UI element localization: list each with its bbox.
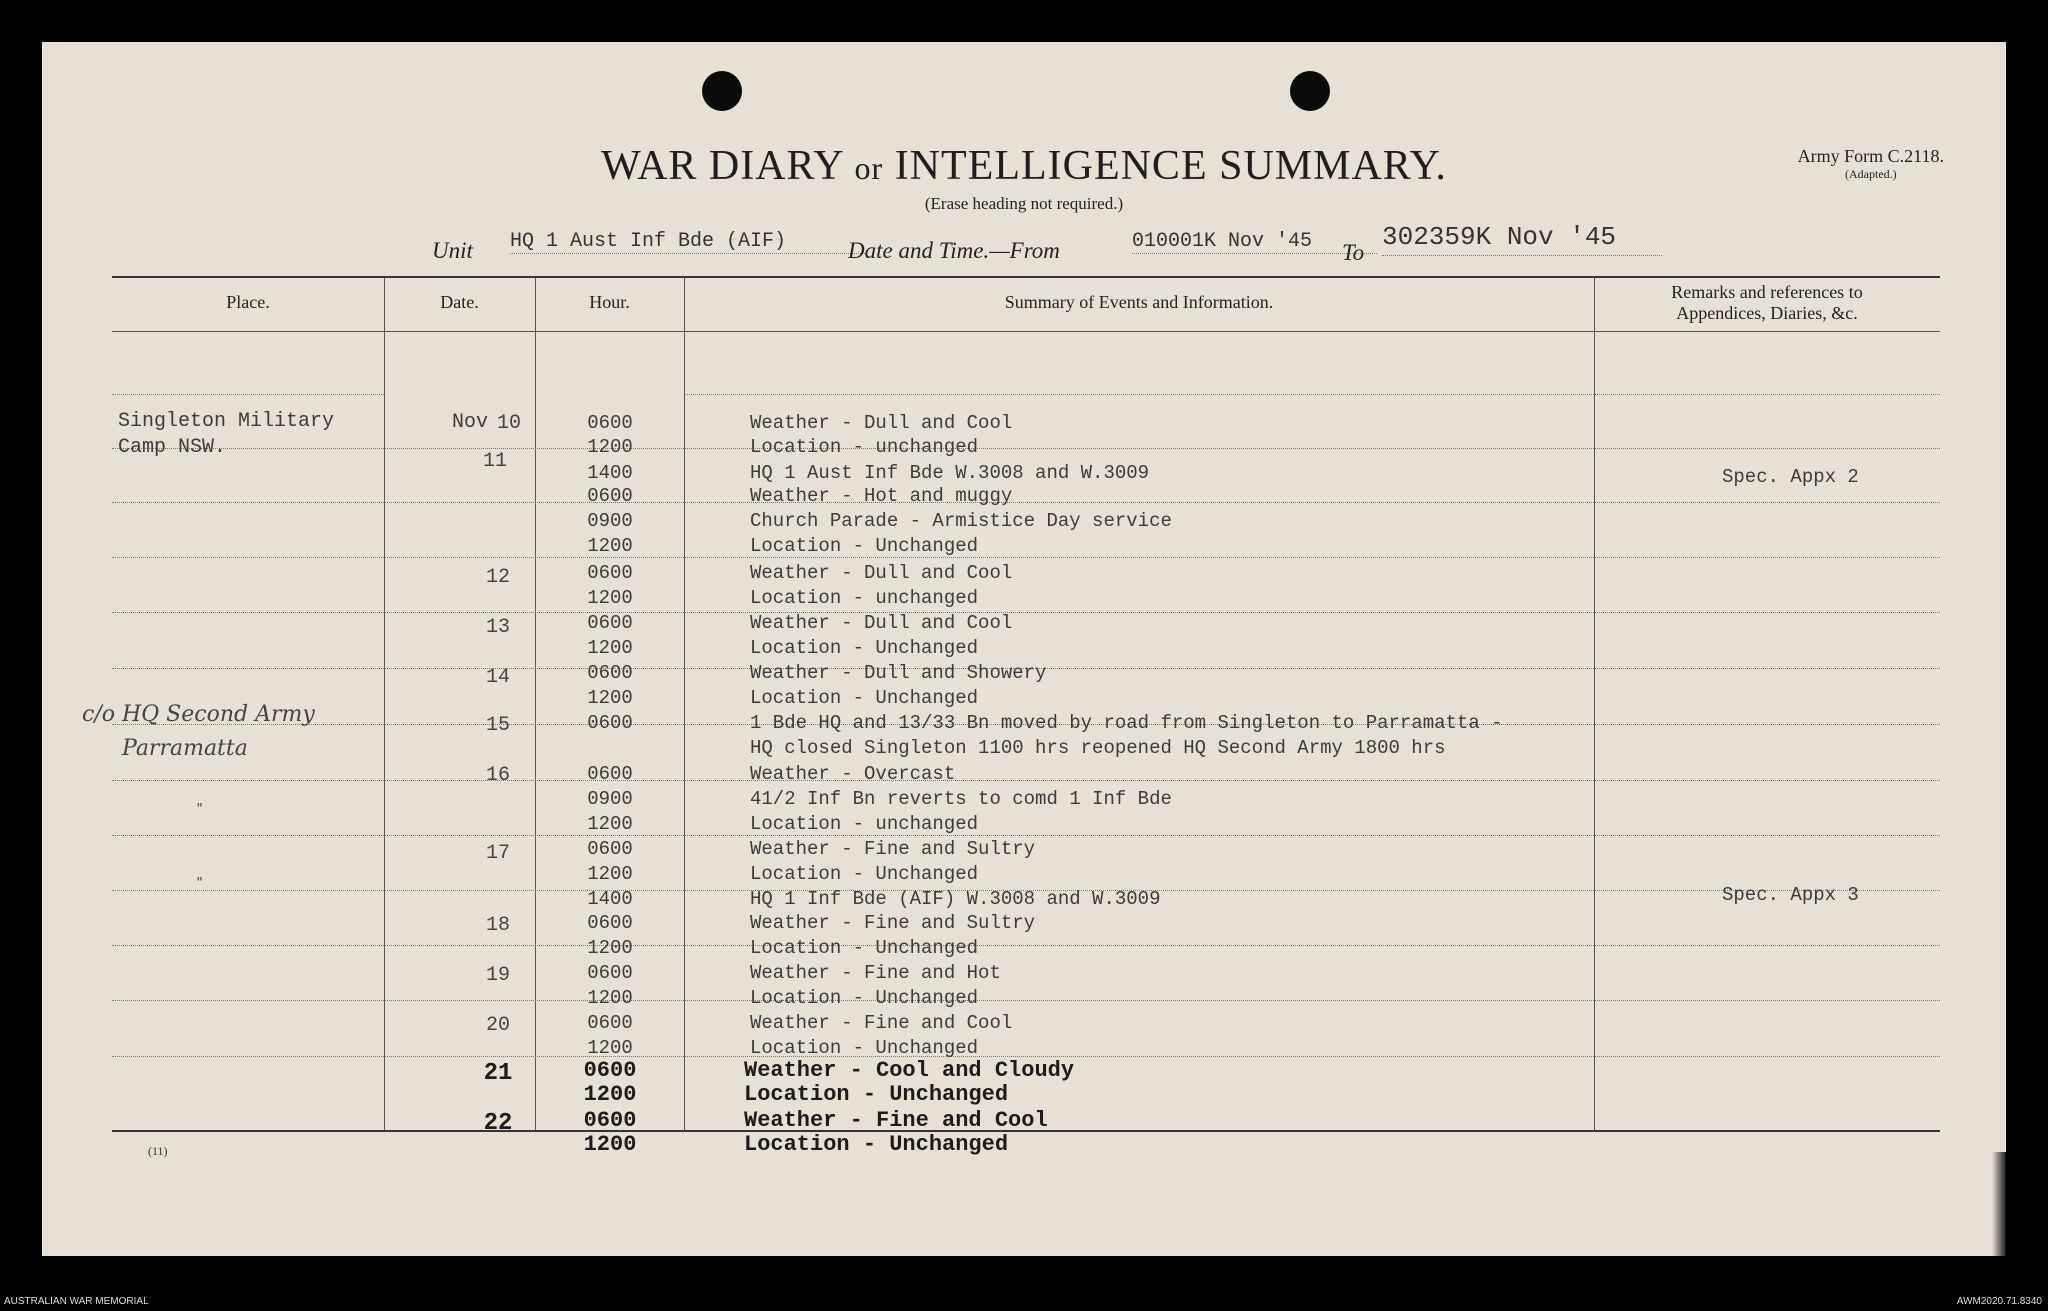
to-value: 302359K Nov '45 <box>1382 222 1617 252</box>
summary-text: 41/2 Inf Bn reverts to comd 1 Inf Bde <box>750 788 1172 810</box>
date-time-label: Date and Time.—From <box>848 238 1060 263</box>
date-cell: 22 <box>483 1110 513 1137</box>
hour-cell: 0600 <box>583 1058 637 1083</box>
from-value: 010001K Nov '45 <box>1132 230 1377 254</box>
row-divider <box>112 448 1940 449</box>
summary-text: Weather - Fine and Cool <box>750 1012 1013 1034</box>
archive-credit: AUSTRALIAN WAR MEMORIAL <box>4 1296 149 1307</box>
date-cell: 19 <box>485 964 510 987</box>
summary-text: Location - Unchanged <box>750 1037 979 1059</box>
place-text: Singleton Military <box>118 410 335 433</box>
hour-cell: 0600 <box>587 662 633 684</box>
summary-text: Weather - Fine and Hot <box>750 962 1001 984</box>
date-cell: 20 <box>485 1014 510 1037</box>
hour-cell: 0600 <box>587 1012 633 1034</box>
army-form-label: Army Form C.2118. (Adapted.) <box>1797 146 1944 181</box>
diary-table <box>82 276 1940 1157</box>
date-cell: 11 <box>482 450 507 473</box>
summary-text: Location - unchanged <box>750 436 979 458</box>
column-divider <box>1594 278 1595 1130</box>
summary-text: Weather - Fine and Cool <box>744 1108 1048 1133</box>
date-cell: 15 <box>485 714 510 737</box>
hour-cell: 1200 <box>587 687 633 709</box>
hour-cell: 1400 <box>587 888 633 910</box>
page-subtitle: (Erase heading not required.) <box>924 194 1124 213</box>
hour-cell: 1200 <box>583 1082 637 1107</box>
hour-cell: 1200 <box>587 987 633 1009</box>
ditto-mark: " <box>196 802 204 816</box>
column-header-place: Place. <box>226 292 270 312</box>
header-divider <box>112 331 1940 332</box>
summary-text: Location - Unchanged <box>750 863 979 885</box>
hour-cell: 0600 <box>587 763 633 785</box>
summary-text: HQ 1 Inf Bde (AIF) W.3008 and W.3009 <box>750 888 1161 910</box>
row-divider <box>112 394 384 395</box>
diary-page <box>42 42 2006 1256</box>
hour-cell: 1400 <box>587 462 633 484</box>
row-divider <box>112 945 1940 946</box>
summary-text: Location - Unchanged <box>750 687 979 709</box>
hour-cell: 0900 <box>587 788 633 810</box>
hour-cell: 0900 <box>587 510 633 532</box>
summary-text: Weather - Dull and Cool <box>750 562 1013 584</box>
column-header-remarks: Remarks and references to Appendices, Diaries, &c. <box>1671 282 1863 323</box>
hour-cell: 0600 <box>587 712 633 734</box>
summary-text: Weather - Dull and Cool <box>750 412 1013 434</box>
row-divider <box>684 394 1594 395</box>
row-divider <box>112 612 1940 613</box>
summary-text: Location - Unchanged <box>750 637 979 659</box>
to-value-underline <box>1382 255 1662 256</box>
hour-cell: 0600 <box>587 612 633 634</box>
ditto-mark: " <box>196 876 204 890</box>
summary-text: Weather - Fine and Sultry <box>750 838 1036 860</box>
row-divider <box>1594 394 1940 395</box>
date-cell: 16 <box>485 764 510 787</box>
row-divider <box>112 1056 1940 1057</box>
date-cell: 12 <box>485 566 510 589</box>
hour-cell: 0600 <box>587 412 633 434</box>
hour-cell: 0600 <box>587 838 633 860</box>
column-header-hour: Hour. <box>589 292 630 312</box>
date-cell: 10 <box>496 412 521 435</box>
date-cell: 13 <box>485 616 510 639</box>
hour-cell: 1200 <box>587 535 633 557</box>
remark-appendix: Spec. Appx 2 <box>1722 466 1859 488</box>
remark-appendix: Spec. Appx 3 <box>1722 884 1859 906</box>
place-text: Camp NSW. <box>118 436 227 459</box>
summary-text: Weather - Cool and Cloudy <box>744 1058 1075 1083</box>
summary-text: Church Parade - Armistice Day service <box>750 510 1172 532</box>
column-divider <box>384 278 385 1130</box>
summary-text: Location - Unchanged <box>750 535 979 557</box>
unit-label: Unit <box>432 238 473 263</box>
hour-cell: 1200 <box>587 637 633 659</box>
punch-hole <box>1290 71 1330 111</box>
hour-cell: 1200 <box>583 1132 637 1157</box>
archive-id: AWM2020.71.8340 <box>1956 1296 2042 1307</box>
summary-text: Location - Unchanged <box>744 1082 1009 1107</box>
date-cell: 14 <box>485 666 510 689</box>
hour-cell: 0600 <box>583 1108 637 1133</box>
row-divider <box>112 557 1940 558</box>
row-divider <box>112 1000 1940 1001</box>
hour-cell: 0600 <box>587 562 633 584</box>
column-header-date: Date. <box>440 292 479 312</box>
hour-cell: 0600 <box>587 485 633 507</box>
to-label: To <box>1342 240 1365 265</box>
hour-cell: 1200 <box>587 937 633 959</box>
month-label: Nov <box>452 411 489 434</box>
column-header-summary: Summary of Events and Information. <box>1004 292 1274 312</box>
summary-text: Location - unchanged <box>750 587 979 609</box>
summary-text: HQ 1 Aust Inf Bde W.3008 and W.3009 <box>750 462 1150 484</box>
date-cell: 21 <box>483 1060 513 1087</box>
date-cell: 17 <box>485 842 510 865</box>
column-divider <box>684 278 685 1130</box>
summary-text: Weather - Hot and muggy <box>750 485 1013 507</box>
unit-value: HQ 1 Aust Inf Bde (AIF) <box>510 230 865 254</box>
handwritten-place-note: c/o HQ Second Army <box>82 702 315 727</box>
hour-cell: 0600 <box>587 962 633 984</box>
summary-text: Weather - Overcast <box>750 763 956 785</box>
date-cell: 18 <box>485 914 510 937</box>
form-code: (11) <box>148 1144 168 1158</box>
summary-text: Location - Unchanged <box>750 987 979 1009</box>
hour-cell: 1200 <box>587 1037 633 1059</box>
punch-hole <box>702 71 742 111</box>
summary-text: HQ closed Singleton 1100 hrs reopened HQ Second Army 1800 hrs <box>750 737 1446 759</box>
page-title: WAR DIARY or INTELLIGENCE SUMMARY. <box>601 143 1447 189</box>
summary-text: 1 Bde HQ and 13/33 Bn moved by road from Singleton to Parramatta - <box>750 712 1503 734</box>
hour-cell: 1200 <box>587 436 633 458</box>
summary-text: Weather - Dull and Showery <box>750 662 1047 684</box>
hour-cell: 1200 <box>587 863 633 885</box>
summary-text: Weather - Dull and Cool <box>750 612 1013 634</box>
summary-text: Location - Unchanged <box>750 937 979 959</box>
army-form-note: (Adapted.) <box>1845 167 1897 181</box>
hour-cell: 1200 <box>587 813 633 835</box>
hour-cell: 1200 <box>587 587 633 609</box>
summary-text: Location - Unchanged <box>744 1132 1009 1157</box>
hour-cell: 0600 <box>587 912 633 934</box>
column-divider <box>535 278 536 1130</box>
page-edge-shadow <box>1992 1152 2006 1256</box>
row-divider <box>112 502 1940 503</box>
row-divider <box>112 780 1940 781</box>
summary-text: Weather - Fine and Sultry <box>750 912 1036 934</box>
row-divider <box>112 835 1940 836</box>
handwritten-place-note: Parramatta <box>122 736 248 761</box>
summary-text: Location - unchanged <box>750 813 979 835</box>
